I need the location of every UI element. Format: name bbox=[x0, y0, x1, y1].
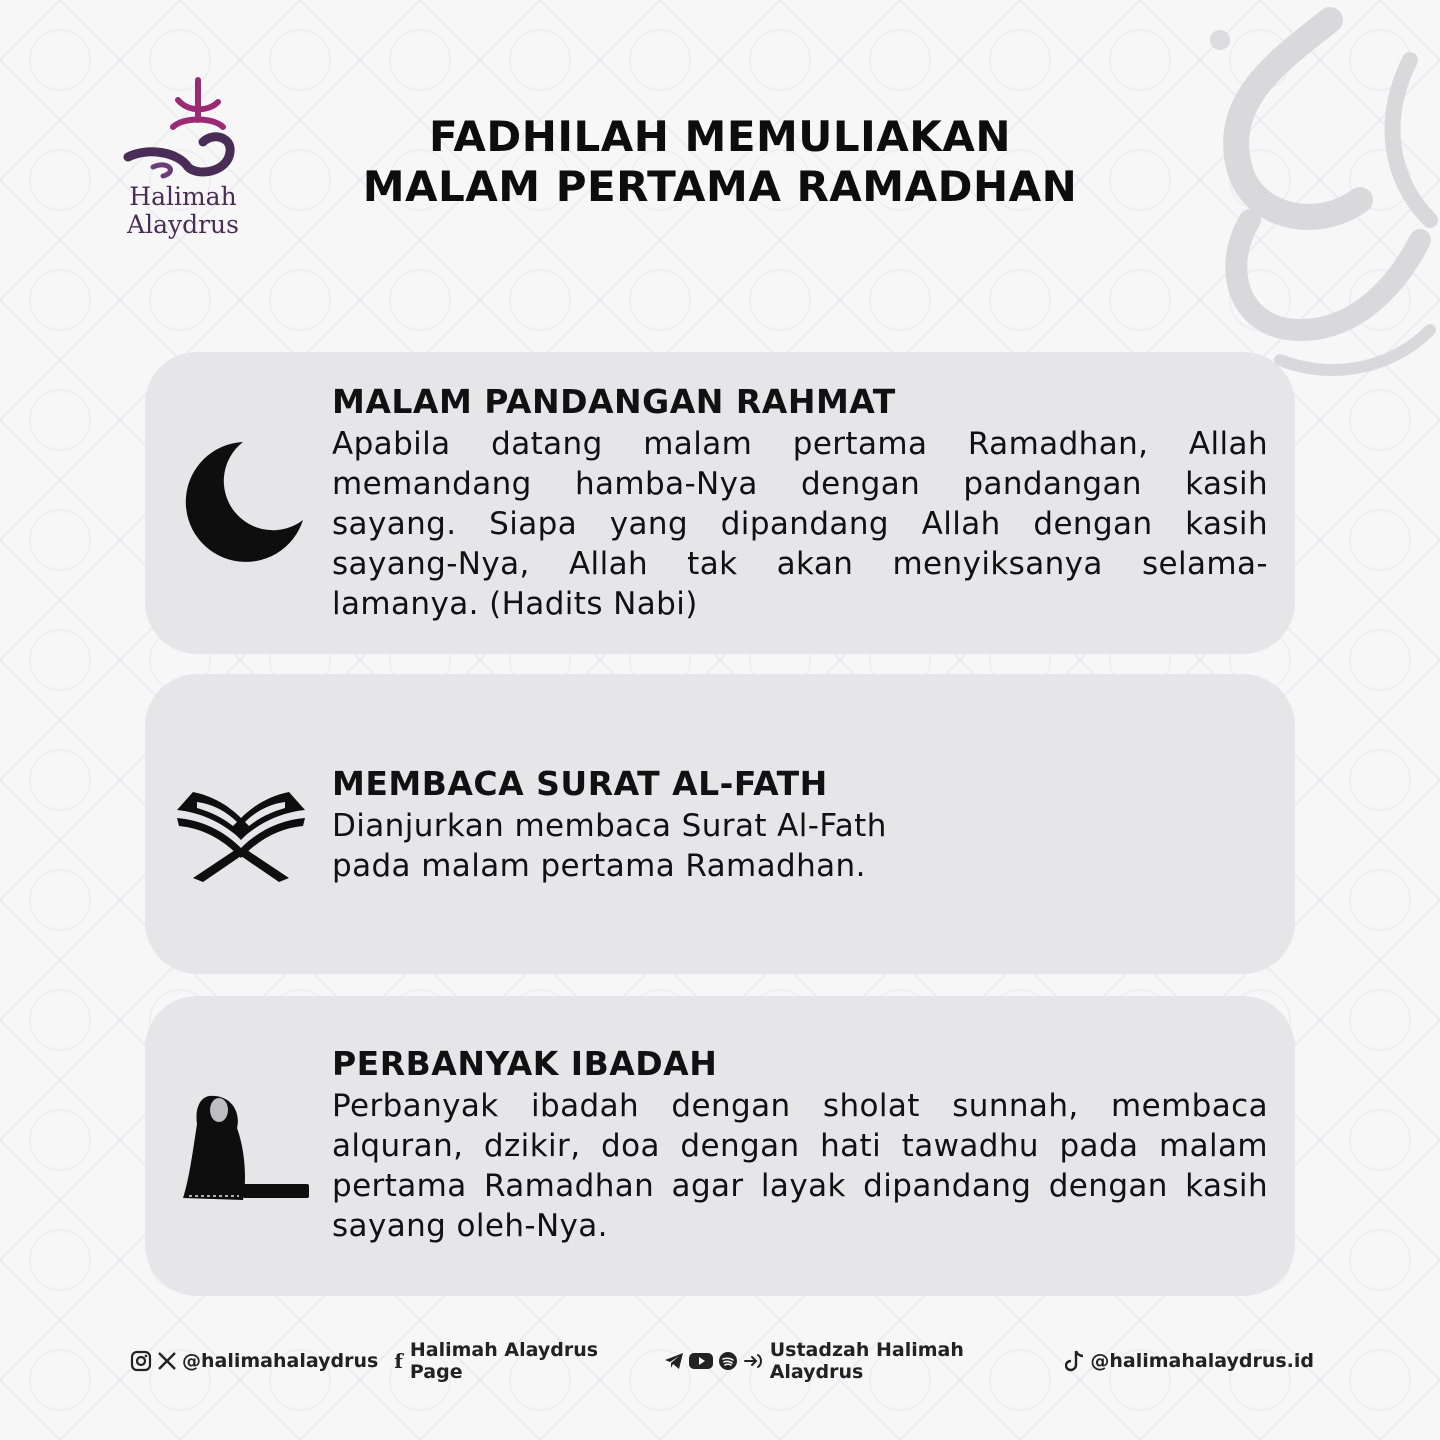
facebook-page-name: Halimah Alaydrus Page bbox=[409, 1339, 599, 1383]
card-membaca-surat-al-fath bbox=[145, 674, 1295, 974]
page-title bbox=[320, 112, 1120, 212]
facebook-icon: f bbox=[394, 1349, 403, 1373]
tiktok-handle: @halimahalaydrus.id bbox=[1090, 1350, 1314, 1372]
channels-group[interactable] bbox=[664, 1339, 1050, 1383]
brand-logo-mark bbox=[118, 72, 248, 182]
card-heading: PERBANYAK IBADAH bbox=[332, 1044, 718, 1083]
card-heading: MEMBACA SURAT AL-FATH bbox=[332, 764, 828, 803]
instagram-icon bbox=[130, 1350, 152, 1372]
card-text: Perbanyak ibadah dengan sholat sunnah, membaca alquran, dzikir, doa dengan hati tawadhu pada malam pertama Ramadhan agar layak dipandang dengan kasih sayang oleh-Nya. bbox=[332, 1088, 1268, 1244]
tiktok-icon bbox=[1065, 1350, 1085, 1372]
card-body bbox=[332, 764, 1268, 886]
x-twitter-icon bbox=[157, 1351, 177, 1371]
telegram-icon bbox=[664, 1352, 684, 1370]
title-line-2: MALAM PERTAMA RAMADHAN bbox=[362, 162, 1078, 211]
youtube-icon bbox=[689, 1352, 713, 1370]
card-perbanyak-ibadah bbox=[145, 996, 1295, 1296]
social-footer bbox=[130, 1339, 1330, 1383]
brand-name-line2: Alaydrus bbox=[127, 210, 239, 239]
card-malam-pandangan-rahmat bbox=[145, 352, 1295, 654]
tiktok-group[interactable] bbox=[1065, 1350, 1314, 1372]
channels-name: Ustadzah Halimah Alaydrus bbox=[769, 1339, 964, 1383]
praying-woman-icon bbox=[181, 1090, 311, 1208]
card-text: Apabila datang malam pertama Ramadhan, Allah memandang hamba-Nya dengan pandangan kasih sayang. Siapa yang dipandang Allah dengan kasih sayang-Nya, Allah tak akan menyiksanya selama-lamanya. (Hadits Nabi) bbox=[332, 426, 1268, 622]
quran-book-icon bbox=[173, 788, 309, 884]
card-body bbox=[332, 382, 1268, 624]
podcast-icon bbox=[743, 1351, 765, 1371]
instagram-x-group[interactable] bbox=[130, 1350, 378, 1372]
title-line-1: FADHILAH MEMULIAKAN bbox=[428, 112, 1012, 161]
spotify-icon bbox=[718, 1351, 738, 1371]
instagram-x-handle: @halimahalaydrus bbox=[182, 1350, 379, 1372]
card-text-line-2: pada malam pertama Ramadhan. bbox=[332, 848, 866, 884]
calligraphy-decoration bbox=[1180, 0, 1440, 400]
card-body bbox=[332, 1044, 1268, 1246]
facebook-group[interactable] bbox=[394, 1339, 647, 1383]
card-heading: MALAM PANDANGAN RAHMAT bbox=[332, 382, 896, 421]
brand-name-line1: Halimah bbox=[129, 182, 237, 211]
crescent-moon-icon bbox=[185, 440, 305, 562]
brand-logo bbox=[118, 72, 248, 247]
card-text-line-1: Dianjurkan membaca Surat Al-Fath bbox=[332, 808, 887, 844]
